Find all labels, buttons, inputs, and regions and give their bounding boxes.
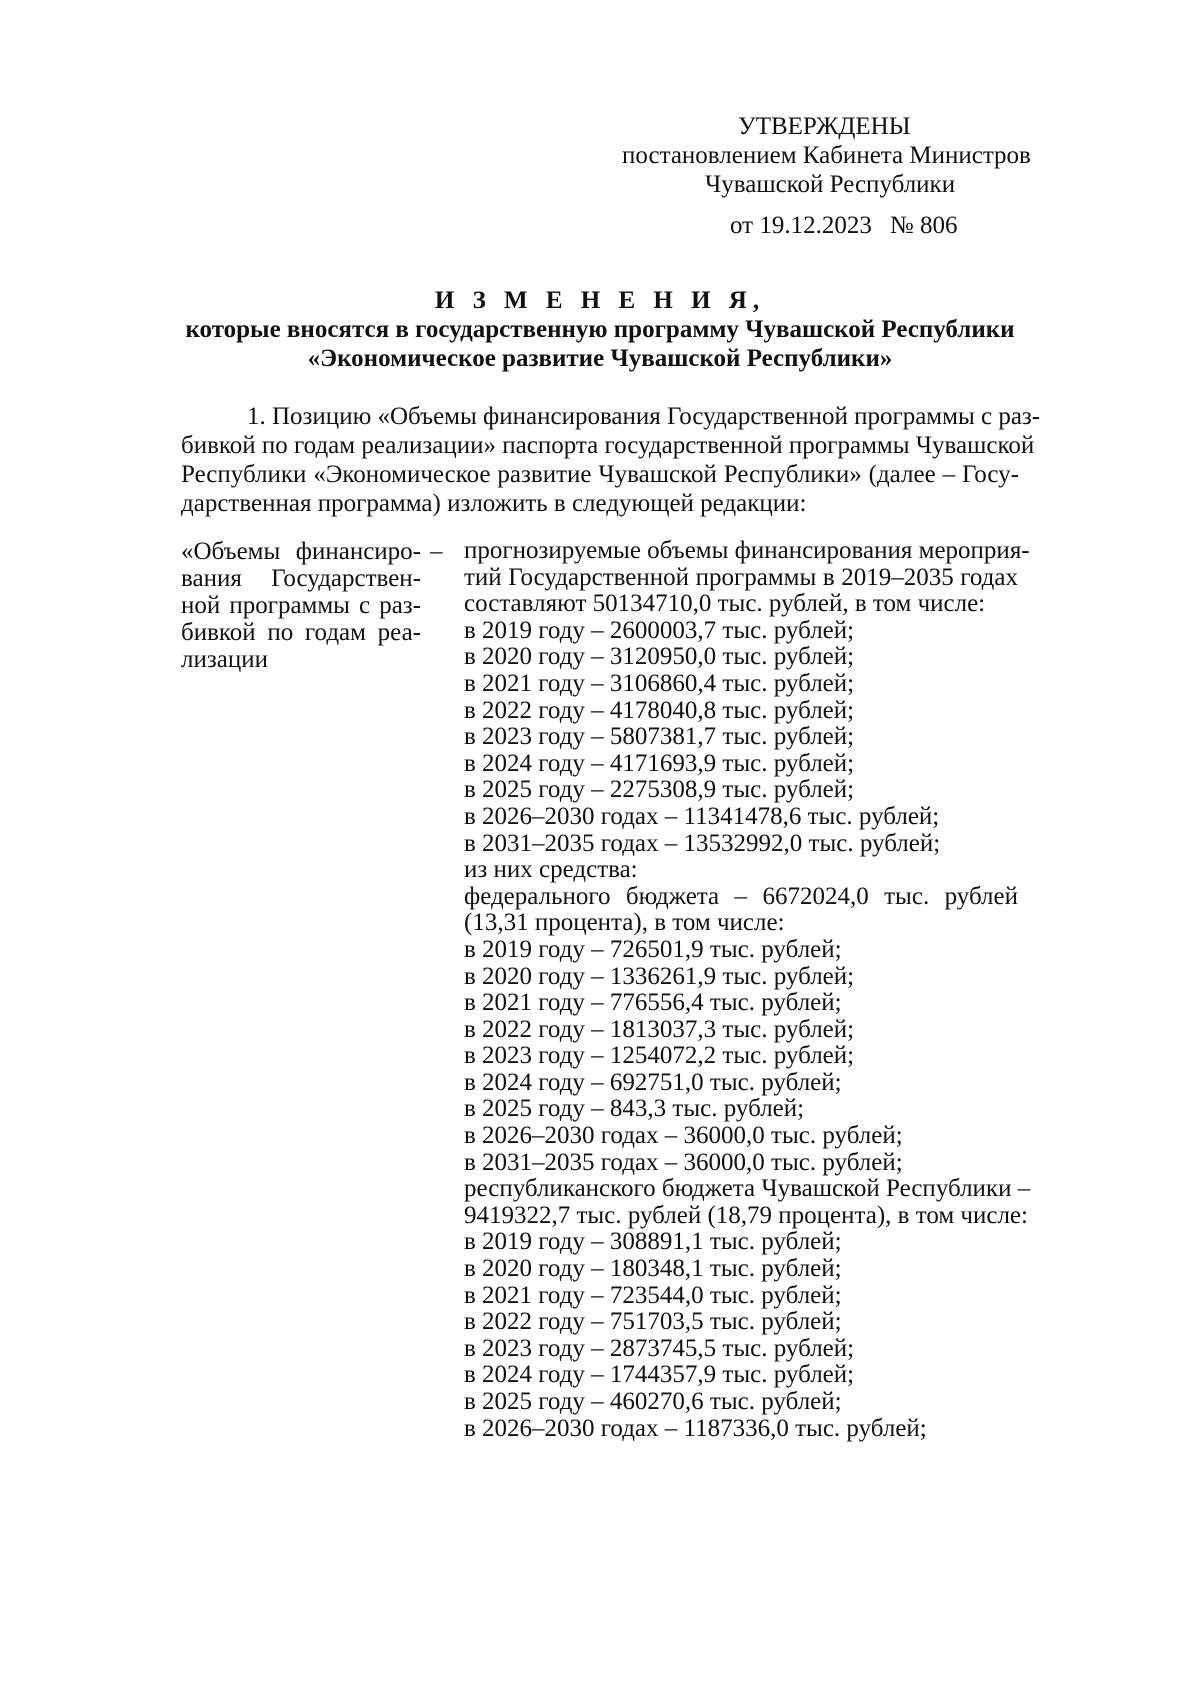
title-program-name: «Экономическое развитие Чувашской Республики» (307, 345, 893, 372)
position-content-line: в 2020 году – 1336261,9 тыс. рублей; (464, 962, 855, 990)
intro-line: бивкой по годам реализации» паспорта государственной программы Чувашской (181, 432, 1035, 459)
position-content-line: в 2022 году – 4178040,8 тыс. рублей; (464, 696, 855, 724)
position-content-line: 9419322,7 тыс. рублей (18,79 процента), в том числе: (464, 1201, 1028, 1229)
position-content-line: тий Государственной программы в 2019–2035 годах (464, 563, 1018, 591)
approval-issuer: постановлением Кабинета Министров (622, 142, 1031, 169)
position-content-line: в 2021 году – 3106860,4 тыс. рублей; (464, 669, 855, 697)
position-content-line: в 2021 году – 723544,0 тыс. рублей; (464, 1281, 842, 1309)
position-content-line: в 2026–2030 годах – 11341478,6 тыс. рублей; (464, 802, 940, 830)
position-label-line: вания Государствен- (181, 565, 421, 592)
intro-paragraph (181, 402, 1041, 518)
position-content-line: в 2025 году – 843,3 тыс. рублей; (464, 1095, 805, 1123)
approval-stamp (620, 112, 1100, 240)
title-subheading: которые вносятся в государственную программу Чувашской Республики (185, 316, 1015, 343)
position-content-line: (13,31 процента), в том числе: (464, 909, 785, 937)
position-content-line: из них средства: (464, 856, 638, 884)
intro-line: 1. Позицию «Объемы финансирования Государственной программы с раз- (247, 403, 1041, 430)
position-content-line: в 2022 году – 1813037,3 тыс. рублей; (464, 1015, 855, 1043)
position-content-line: в 2019 году – 726501,9 тыс. рублей; (464, 935, 842, 963)
position-content-line: в 2031–2035 годах – 36000,0 тыс. рублей; (464, 1148, 903, 1176)
position-content-line: в 2024 году – 692751,0 тыс. рублей; (464, 1068, 842, 1096)
position-content-line: республиканского бюджета Чувашской Республики – (464, 1175, 1031, 1203)
position-content-line: в 2023 году – 2873745,5 тыс. рублей; (464, 1334, 855, 1362)
title-heading: И З М Е Н Е Н И Я, (434, 287, 766, 314)
intro-line: дарственная программа) изложить в следующей редакции: (181, 490, 807, 517)
position-content-line: в 2022 году – 751703,5 тыс. рублей; (464, 1308, 842, 1336)
approval-date-line (620, 211, 1100, 240)
position-content-line: в 2023 году – 5807381,7 тыс. рублей; (464, 723, 855, 751)
position-label-line: бивкой по годам реа- (181, 619, 421, 646)
approval-region: Чувашской Республики (705, 171, 956, 198)
document-title (100, 286, 1100, 373)
position-label-line: ной программы с раз- (181, 592, 421, 619)
position-content-line: в 2019 году – 308891,1 тыс. рублей; (464, 1228, 842, 1256)
position-content-line: в 2021 году – 776556,4 тыс. рублей; (464, 989, 842, 1017)
position-label-line: лизации (181, 646, 268, 673)
position-content-line: в 2019 году – 2600003,7 тыс. рублей; (464, 616, 855, 644)
approval-number: № 806 (889, 212, 958, 239)
position-content-line: в 2020 году – 3120950,0 тыс. рублей; (464, 643, 855, 671)
position-content-line: в 2026–2030 годах – 36000,0 тыс. рублей; (464, 1122, 903, 1150)
position-content-line: составляют 50134710,0 тыс. рублей, в том числе: (464, 590, 986, 618)
position-content (464, 537, 1031, 1442)
approval-title: УТВЕРЖДЕНЫ (738, 113, 911, 140)
position-label (181, 538, 421, 673)
position-label-line: «Объемы финансиро- (181, 538, 421, 565)
position-content-line: в 2031–2035 годах – 13532992,0 тыс. рублей; (464, 829, 941, 857)
position-content-line: в 2026–2030 годах – 1187336,0 тыс. рублей; (464, 1414, 927, 1442)
position-content-line: в 2024 году – 1744357,9 тыс. рублей; (464, 1361, 855, 1389)
position-content-line: в 2025 году – 2275308,9 тыс. рублей; (464, 776, 855, 804)
intro-line: Республики «Экономическое развитие Чувашской Республики» (далее – Госу- (181, 461, 1019, 488)
position-content-line: в 2025 году – 460270,6 тыс. рублей; (464, 1388, 842, 1415)
position-content-line: прогнозируемые объемы финансирования мероприя- (464, 537, 1030, 564)
approval-date: от 19.12.2023 (730, 212, 872, 239)
position-dash: – (430, 538, 443, 565)
position-content-line: в 2020 году – 180348,1 тыс. рублей; (464, 1255, 842, 1283)
position-content-line: федерального бюджета – 6672024,0 тыс. рублей (464, 882, 1018, 910)
position-content-line: в 2024 году – 4171693,9 тыс. рублей; (464, 749, 855, 777)
position-content-line: в 2023 году – 1254072,2 тыс. рублей; (464, 1042, 855, 1070)
